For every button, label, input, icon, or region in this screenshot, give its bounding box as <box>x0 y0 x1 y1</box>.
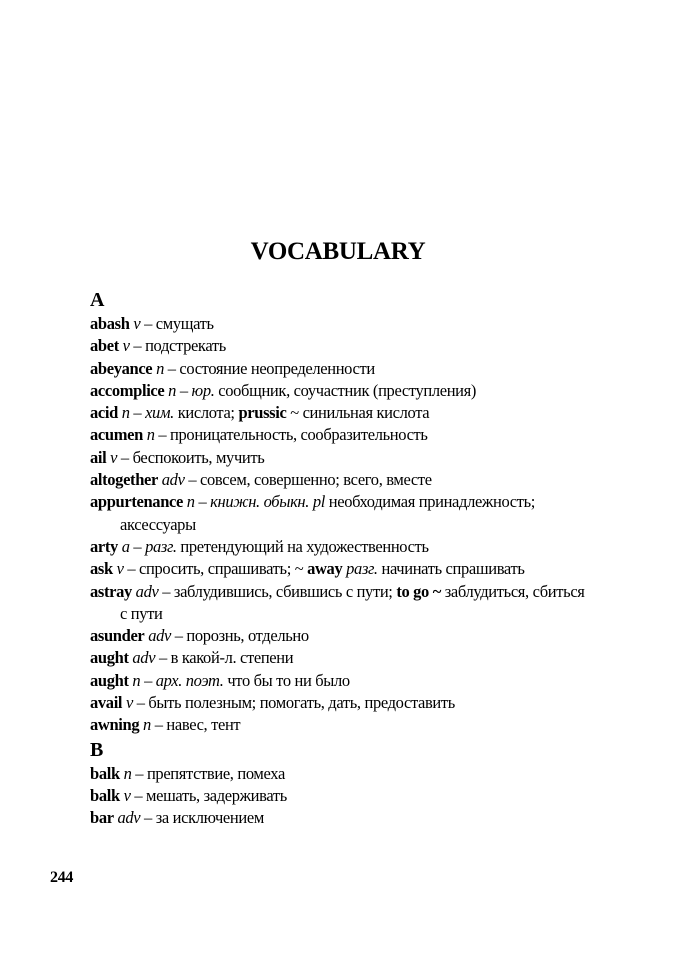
vocabulary-entry <box>90 625 610 647</box>
part-of-speech: v <box>123 785 131 805</box>
part-of-speech: a <box>121 536 130 556</box>
separator: – <box>155 648 171 668</box>
separator: – <box>132 693 149 713</box>
part-of-speech: adv <box>148 626 171 646</box>
separator: – <box>170 626 187 646</box>
usage-label: хим. <box>145 403 174 423</box>
definition: кислота; <box>177 403 235 423</box>
vocabulary-entry <box>90 763 610 785</box>
vocabulary-entry <box>90 785 610 807</box>
part-of-speech: v <box>125 693 133 713</box>
separator: – <box>129 403 146 423</box>
vocabulary-entry <box>90 491 590 536</box>
headword: accomplice <box>90 380 165 400</box>
separator: – <box>184 470 200 490</box>
headword: abet <box>90 336 119 356</box>
vocabulary-entry <box>90 424 610 446</box>
vocabulary-entry <box>90 714 610 736</box>
headword: abeyance <box>90 358 153 378</box>
section-letter: B <box>90 738 104 761</box>
page-number: 244 <box>50 869 74 886</box>
headword: abash <box>90 314 130 333</box>
usage-label: разг. <box>145 536 177 556</box>
part-of-speech: v <box>116 559 124 579</box>
separator: – <box>123 559 140 579</box>
headword: ask <box>90 559 113 579</box>
part-of-speech: v <box>110 447 118 467</box>
definition: подстрекать <box>145 336 226 356</box>
separator: – <box>163 358 180 378</box>
part-of-speech: n <box>121 403 130 423</box>
definition: мешать, задерживать <box>146 785 287 805</box>
separator: – <box>140 808 156 828</box>
part-of-speech: n <box>123 763 132 783</box>
definition: в какой-л. степени <box>170 648 294 668</box>
vocabulary-entry <box>90 469 610 491</box>
definition: состояние неопределенности <box>179 358 375 378</box>
part-of-speech: n <box>186 492 195 512</box>
part-of-speech: n <box>143 715 151 735</box>
phrase: away <box>307 559 343 579</box>
phrase-definition: ~ синильная кислота <box>290 403 430 423</box>
definition: порознь, отдельно <box>186 626 309 646</box>
part-of-speech: adv <box>135 581 159 601</box>
definition: навес, тент <box>166 715 241 735</box>
definition: беспокоить, мучить <box>132 447 265 467</box>
headword: balk <box>90 785 120 805</box>
vocabulary-entry <box>90 558 610 580</box>
vocabulary-list <box>90 287 610 830</box>
headword: acid <box>90 403 118 423</box>
vocabulary-entry <box>90 402 610 424</box>
separator: – <box>117 447 133 467</box>
part-of-speech: adv <box>132 648 156 668</box>
definition: необходимая принадлежность; аксессуары <box>120 492 536 534</box>
definition: смущать <box>155 314 214 333</box>
usage-label: юр. <box>191 380 215 400</box>
part-of-speech: v <box>133 314 141 333</box>
phrase: to go ~ <box>396 581 441 601</box>
separator: – <box>154 425 171 445</box>
separator: – <box>176 380 192 400</box>
letter-section <box>90 737 610 830</box>
definition: проницательность, сообразительность <box>170 425 428 445</box>
separator: – <box>140 670 156 690</box>
part-of-speech: n <box>156 358 164 378</box>
vocabulary-entry <box>90 447 610 469</box>
part-of-speech: adv <box>161 470 185 490</box>
part-of-speech: n <box>168 380 177 400</box>
page-title: VOCABULARY <box>250 238 426 265</box>
definition: за исключением <box>155 808 264 828</box>
usage-label: книжн. обыкн. pl <box>210 492 325 512</box>
vocabulary-entry <box>90 536 610 558</box>
definition: что бы то ни было <box>227 670 350 690</box>
headword: arty <box>90 536 118 556</box>
definition: спросить, спрашивать; ~ <box>139 559 304 579</box>
headword: appurtenance <box>90 492 183 512</box>
vocabulary-entry <box>90 807 610 829</box>
headword: ail <box>90 447 107 467</box>
headword: avail <box>90 693 123 713</box>
separator: – <box>129 336 146 356</box>
definition: быть полезным; помогать, дать, предоставить <box>148 693 455 713</box>
headword: altogether <box>90 470 158 490</box>
headword: balk <box>90 763 120 783</box>
part-of-speech: adv <box>117 808 141 828</box>
separator: – <box>130 785 147 805</box>
headword: bar <box>90 808 114 828</box>
headword: asunder <box>90 626 145 646</box>
part-of-speech: v <box>122 336 130 356</box>
definition: претендующий на художественность <box>180 536 429 556</box>
separator: – <box>158 581 174 601</box>
phrase-definition: начинать спрашивать <box>381 559 525 579</box>
separator: – <box>131 763 147 783</box>
vocabulary-entry <box>90 692 610 714</box>
phrase-usage-label: разг. <box>346 559 378 579</box>
part-of-speech: n <box>146 425 155 445</box>
phrase: prussic <box>238 403 287 423</box>
separator: – <box>150 715 167 735</box>
vocabulary-entry <box>90 358 610 380</box>
definition: сообщник, соучастник (преступления) <box>218 380 477 400</box>
vocabulary-entry <box>90 581 590 626</box>
part-of-speech: n <box>132 670 141 690</box>
headword: aught <box>90 648 129 668</box>
section-letter: A <box>90 289 105 311</box>
definition: заблудившись, сбившись с пути; <box>173 581 393 601</box>
vocabulary-entry <box>90 647 610 669</box>
definition: препятствие, помеха <box>146 763 285 783</box>
letter-section <box>90 287 610 737</box>
vocabulary-entry <box>90 335 610 357</box>
headword: aught <box>90 670 129 690</box>
vocabulary-entry <box>90 670 610 692</box>
separator: – <box>129 536 146 556</box>
phrase-definition: заблудиться, сбиться с пути <box>120 581 585 623</box>
vocabulary-entry <box>90 380 610 402</box>
headword: acumen <box>90 425 143 445</box>
separator: – <box>194 492 211 512</box>
headword: awning <box>90 715 140 735</box>
vocabulary-entry <box>90 313 610 335</box>
separator: – <box>140 314 156 333</box>
usage-label: арх. поэт. <box>155 670 224 690</box>
headword: astray <box>90 581 132 601</box>
definition: совсем, совершенно; всего, вместе <box>200 470 432 490</box>
